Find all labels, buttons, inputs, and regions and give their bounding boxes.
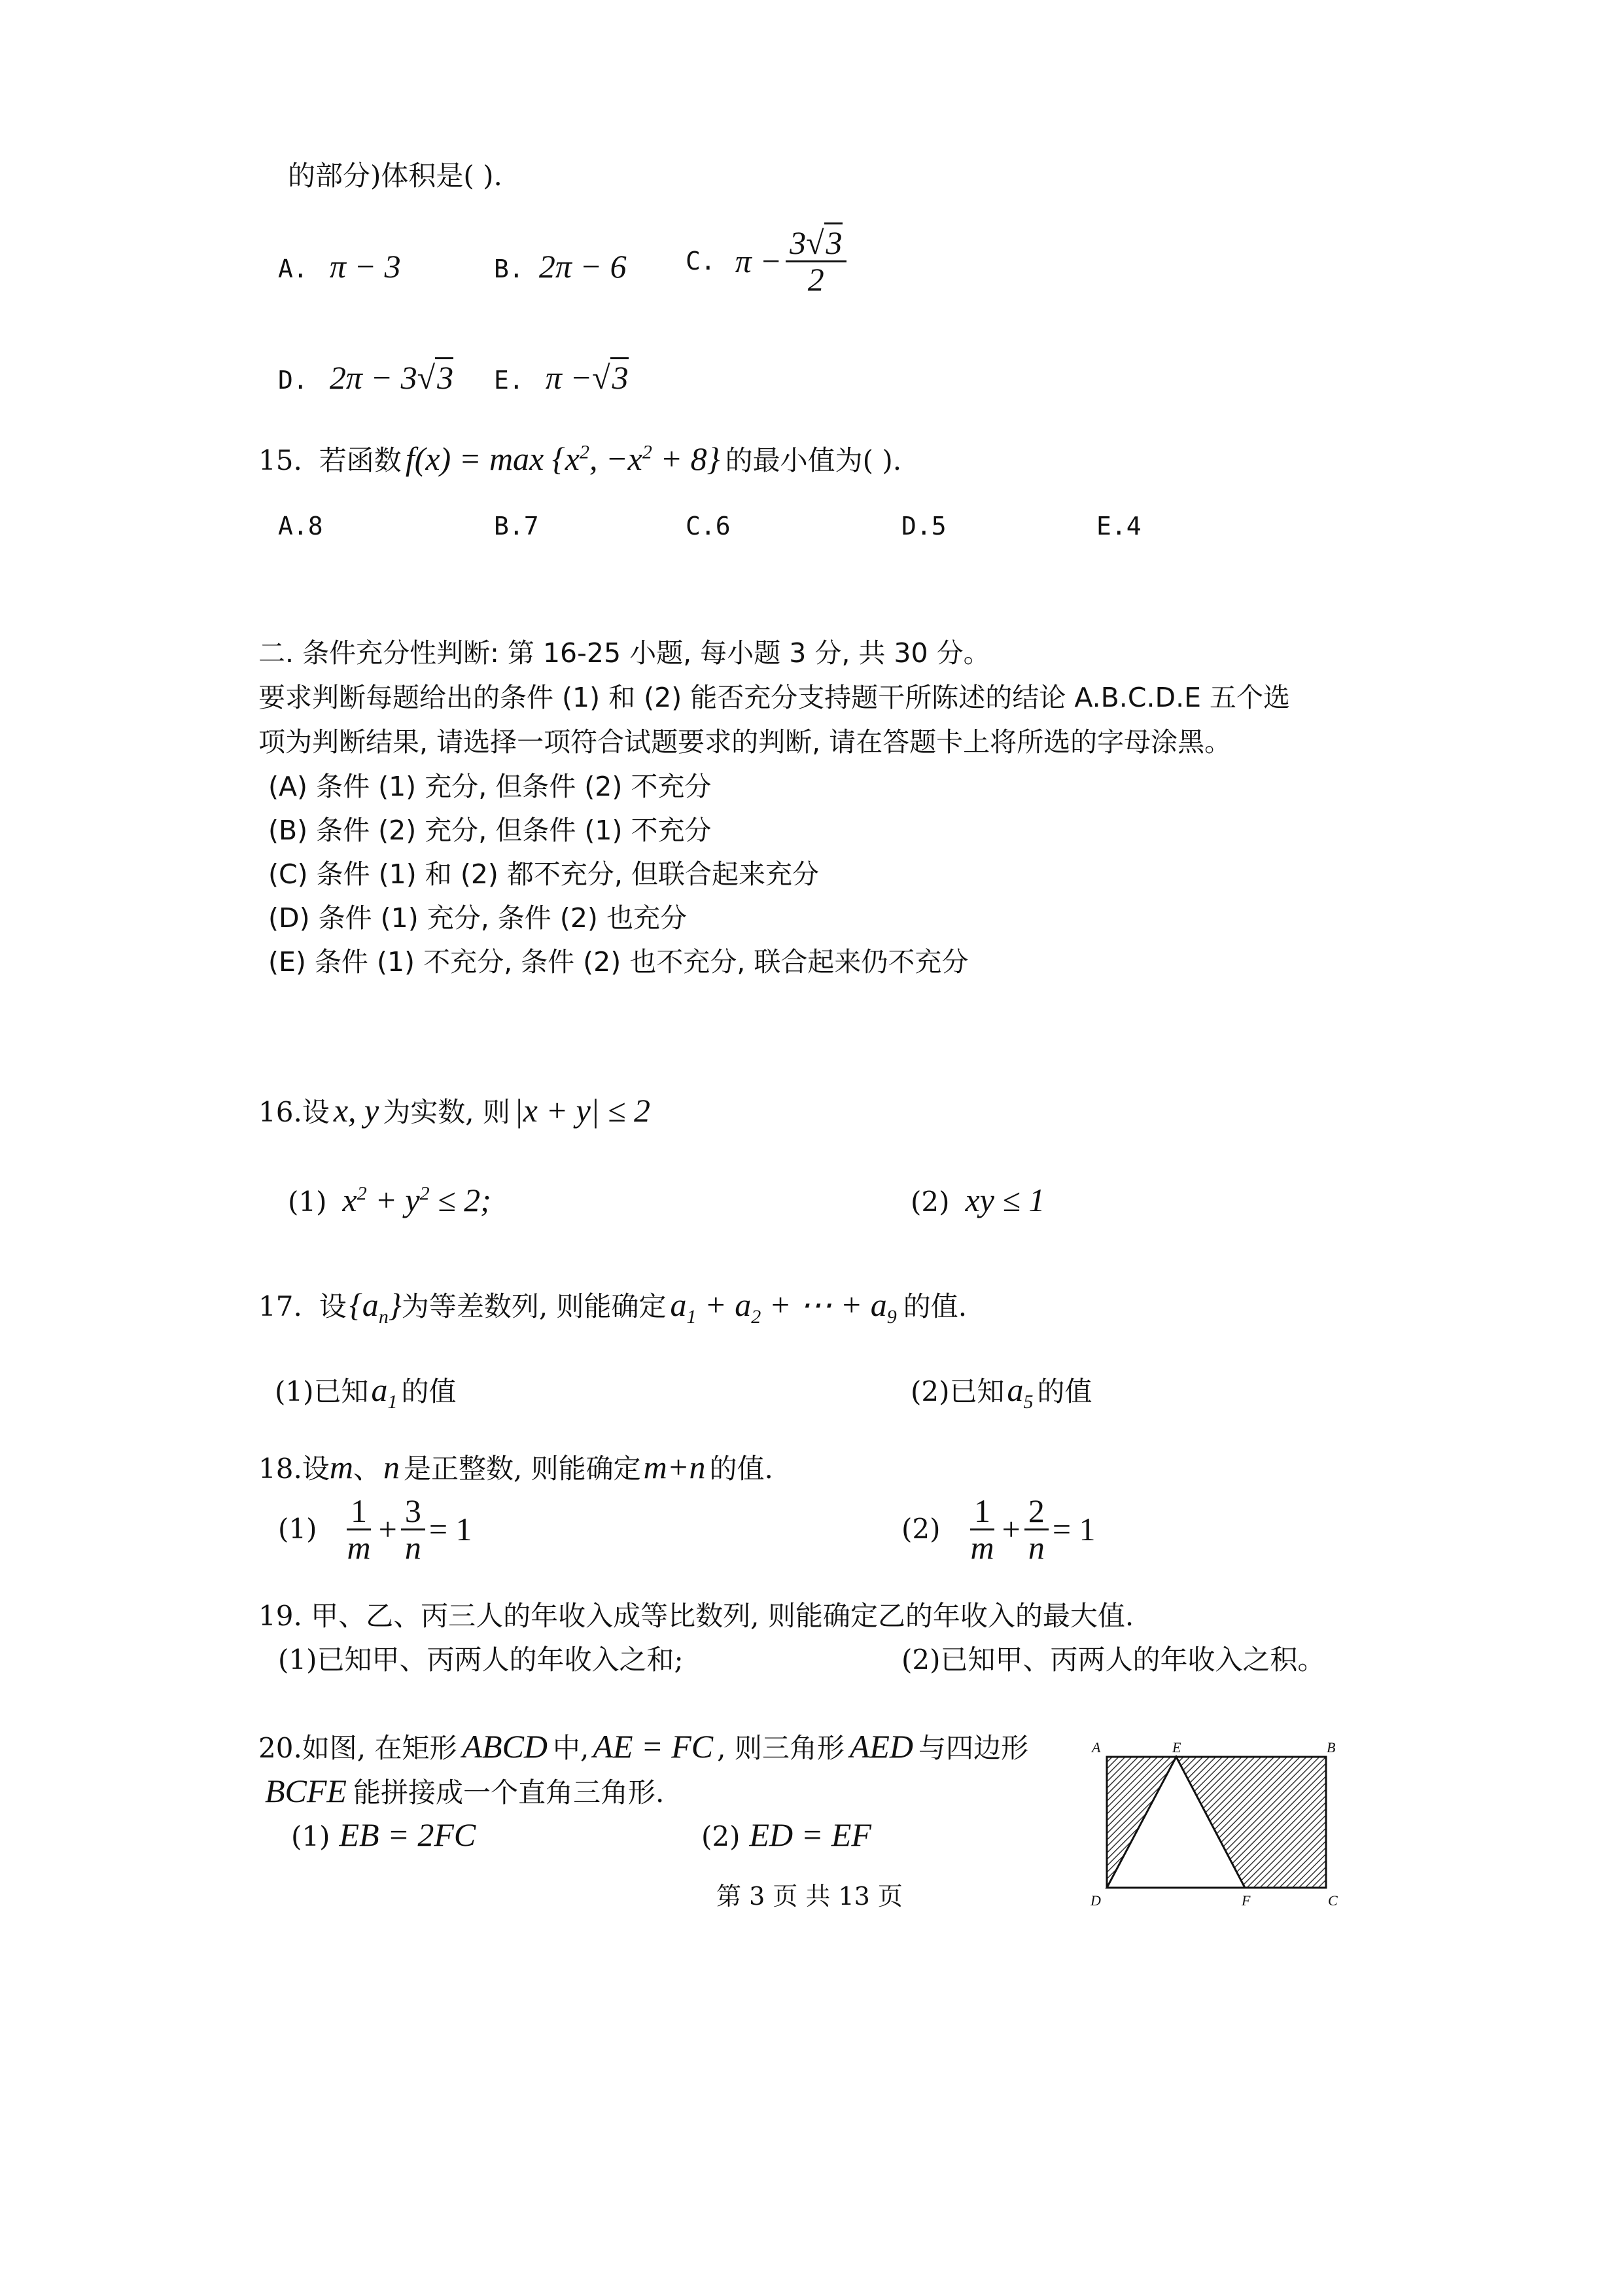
q17-condition-2: (2)已知 $a_5$ 的值 (911, 1371, 1092, 1413)
q20-stem-line-2: BCFE 能拼接成一个直角三角形. (265, 1773, 665, 1809)
q20-stem-line-1: 20. 如图, 在矩形 ABCD 中, AE = FC , 则三角形 AED 与四边形 (258, 1728, 1029, 1765)
q14-option-d: D. 2π − 3√3 (278, 359, 453, 397)
page-footer: 第 3 页 共 13 页 (716, 1882, 903, 1911)
q18-condition-2: (2) $\frac{1}{m}$ + $\frac{2}{n}$ = 1 (901, 1492, 1096, 1566)
q17-condition-1: (1)已知 $a_1$ 的值 (275, 1371, 457, 1413)
q19-condition-1: (1)已知甲、丙两人的年收入之和; (278, 1644, 684, 1676)
section2-choice-b: (B) 条件 (2) 充分, 但条件 (1) 不充分 (268, 815, 712, 846)
q15-option-e: E.4 (1096, 512, 1142, 540)
q14-stem-tail: 的部分)体积是( ). (288, 160, 502, 192)
section2-choice-c: (C) 条件 (1) 和 (2) 都不充分, 但联合起来充分 (268, 858, 819, 890)
q15-option-b: B.7 (494, 512, 539, 540)
q15-stem: 15. 若函数 $f(x) = \max \{x^2$, $-x^2 + 8$} 的最小值为( ). (258, 440, 902, 477)
label-d: D (1091, 1892, 1101, 1909)
q18-stem: 18. 设 m 、 n 是正整数, 则能确定 m+n 的值. (258, 1449, 773, 1485)
q16-condition-1: (1) $x^2 + y^2 \le 2$; (288, 1182, 491, 1218)
q14-option-c: C. π − $\frac{3√3}{2}$ (686, 226, 850, 296)
q14-option-b: B. 2π − 6 (494, 248, 627, 285)
q16-stem: 16. 设 x, y 为实数, 则 |x + y| ≤ 2 (258, 1092, 650, 1129)
q17-stem: 17. 设 $\{a_n\}$ 为等差数列, 则能确定 $a_1 + a_2$ + ⋯ + $a_9$ 的值. (258, 1286, 968, 1328)
label-a: A (1092, 1739, 1101, 1756)
q14-option-e: E. π −√3 (494, 359, 629, 397)
q14-option-a: A. π − 3 (278, 248, 401, 285)
section2-instruction-2: 项为判断结果, 请选择一项符合试题要求的判断, 请在答题卡上将所选的字母涂黑。 (258, 726, 1232, 758)
label-b: B (1327, 1739, 1336, 1756)
section2-choice-d: (D) 条件 (1) 充分, 条件 (2) 也充分 (268, 902, 687, 934)
q15-option-a: A.8 (278, 512, 323, 540)
section2-choice-a: (A) 条件 (1) 充分, 但条件 (2) 不充分 (268, 771, 712, 802)
q15-option-d: D.5 (901, 512, 947, 540)
q16-condition-2: (2) xy ≤ 1 (911, 1182, 1045, 1218)
q20-condition-2: (2) ED = EF (701, 1816, 871, 1853)
label-c: C (1328, 1892, 1338, 1909)
label-e: E (1172, 1739, 1181, 1756)
rectangle-diagram (1083, 1734, 1351, 1911)
q18-condition-1: (1) $\frac{1}{m}$ + $\frac{3}{n}$ = 1 (278, 1492, 472, 1566)
q20-condition-1: (1) EB = 2FC (291, 1816, 476, 1853)
section2-choice-e: (E) 条件 (1) 不充分, 条件 (2) 也不充分, 联合起来仍不充分 (268, 946, 969, 978)
q19-stem: 19. 甲、乙、丙三人的年收入成等比数列, 则能确定乙的年收入的最大值. (258, 1600, 1134, 1632)
q19-condition-2: (2)已知甲、丙两人的年收入之积。 (901, 1644, 1325, 1676)
section2-instruction-1: 要求判断每题给出的条件 (1) 和 (2) 能否充分支持题干所陈述的结论 A.B.C.D.E 五个选 (258, 682, 1291, 713)
section2-heading: 二. 条件充分性判断: 第 16-25 小题, 每小题 3 分, 共 30 分。 (258, 637, 990, 669)
label-f: F (1242, 1892, 1251, 1909)
q15-option-c: C.6 (686, 512, 731, 540)
